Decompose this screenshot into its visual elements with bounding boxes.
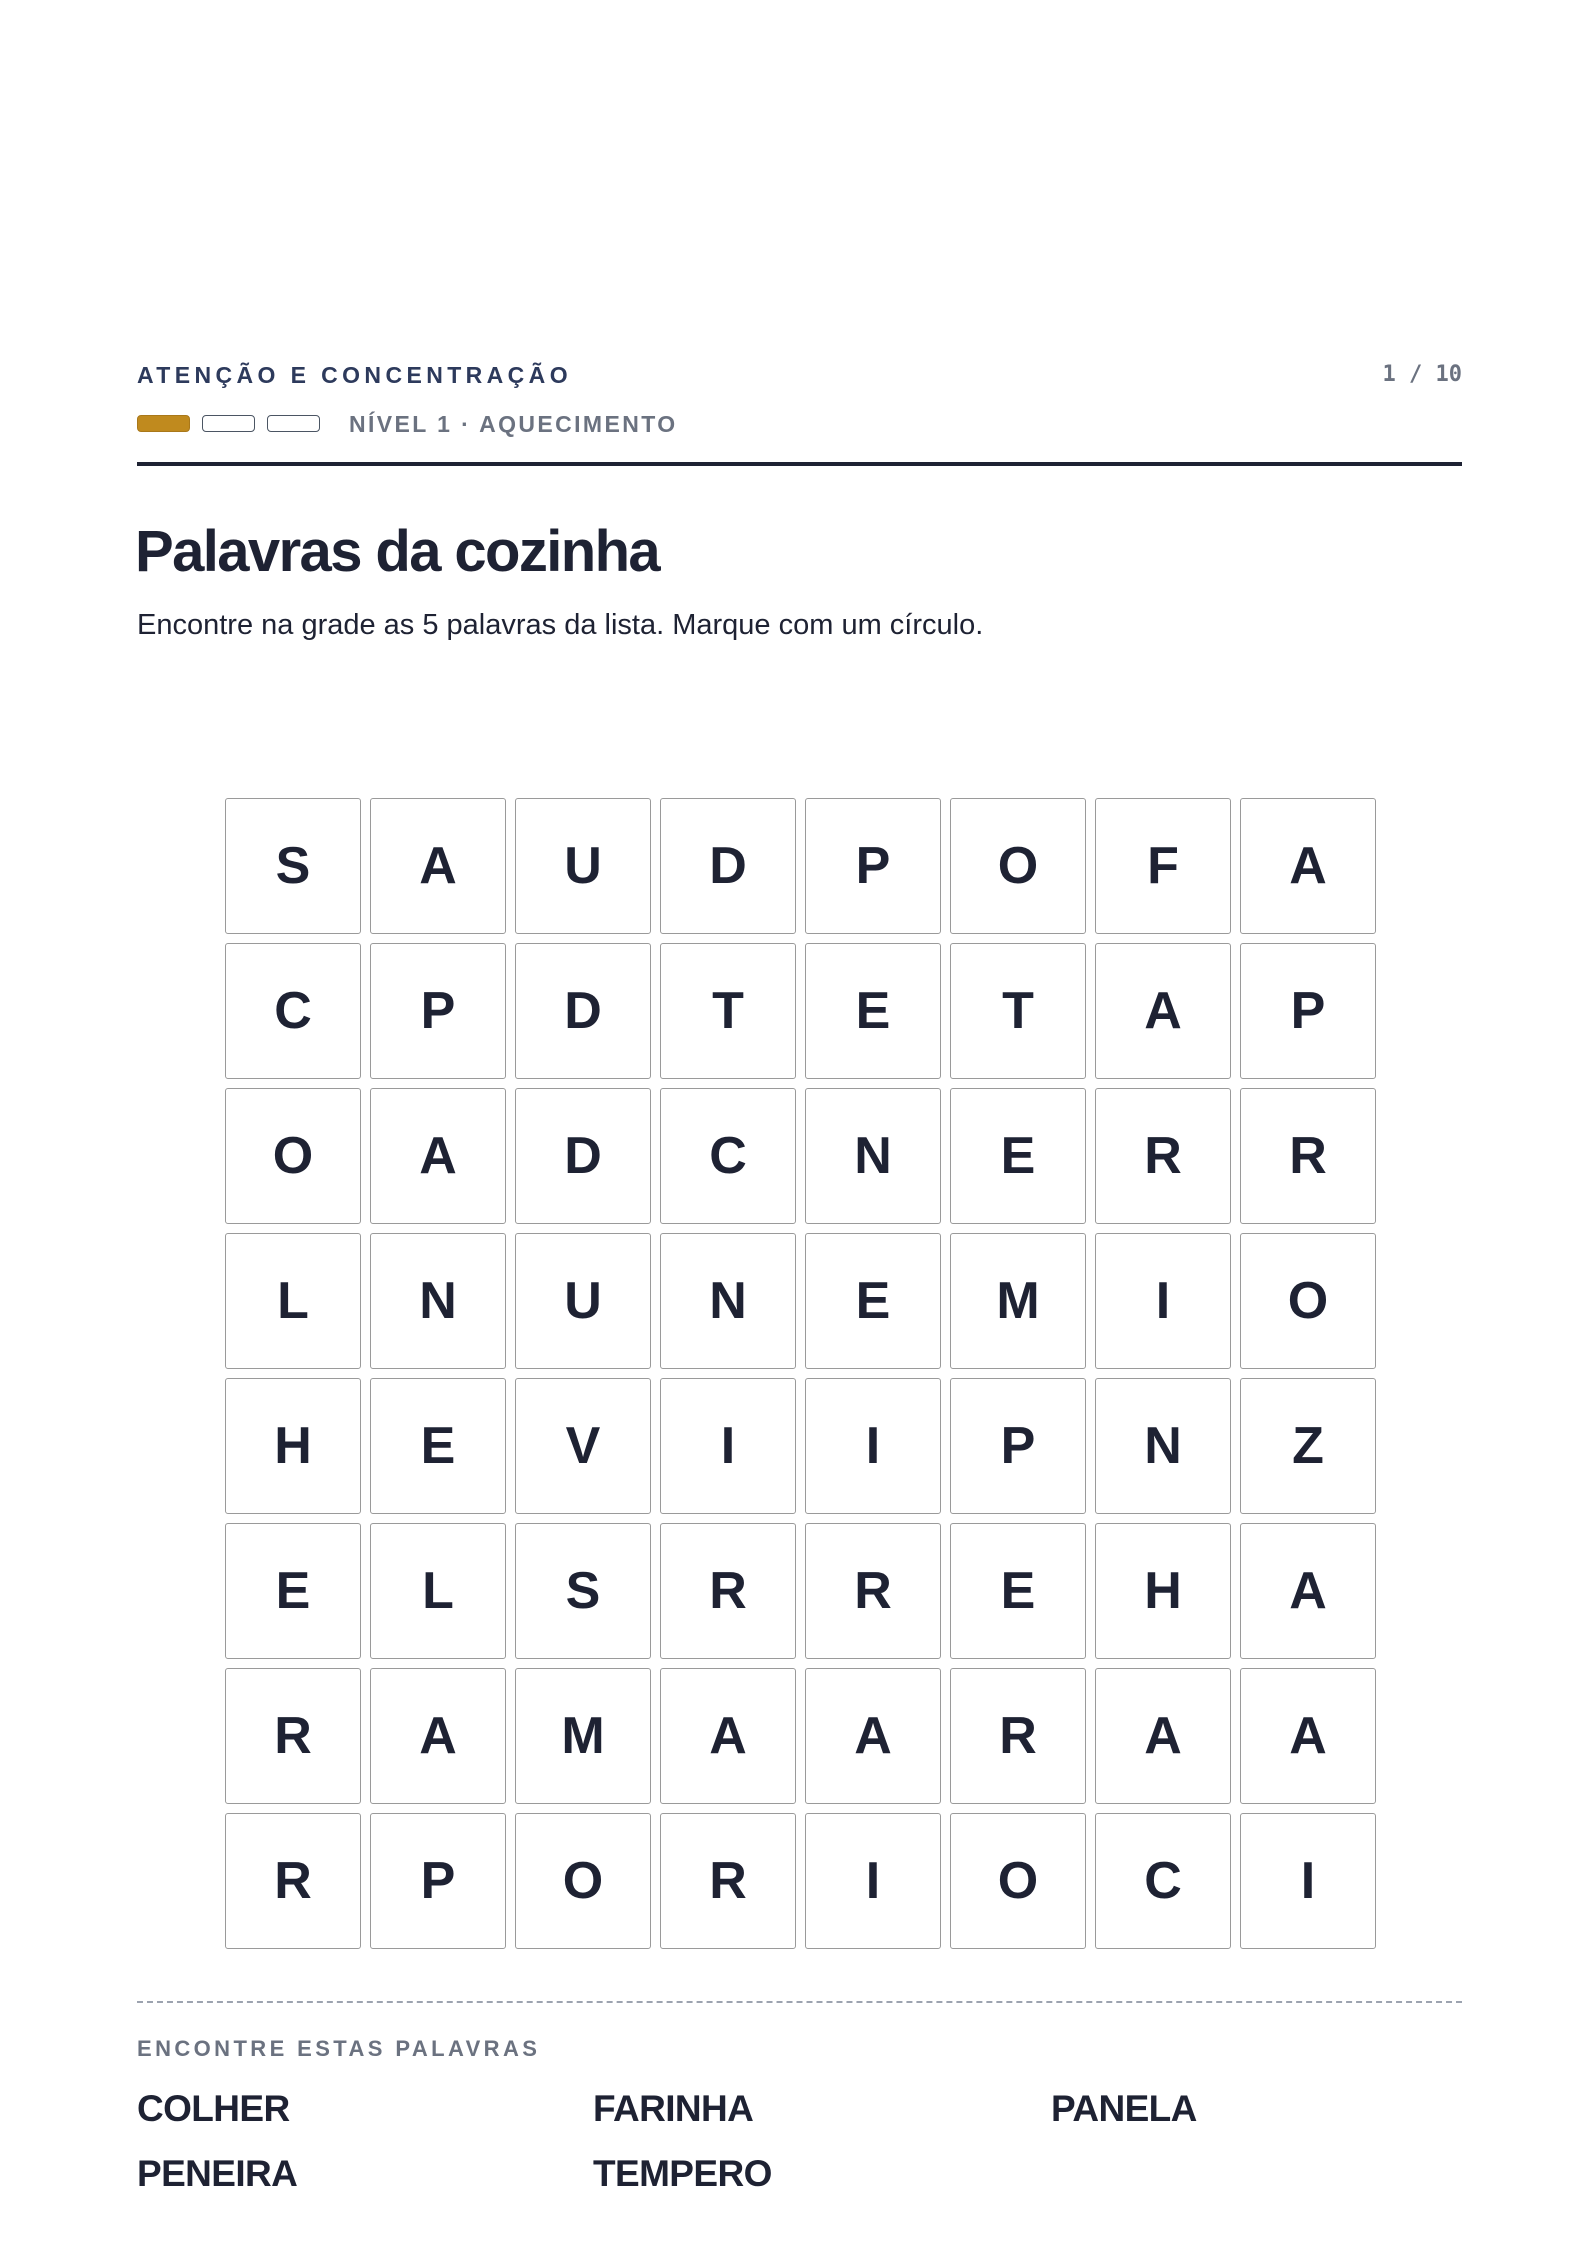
grid-cell: M [950,1233,1086,1369]
grid-cell: A [805,1668,941,1804]
grid-cell: N [660,1233,796,1369]
grid-cell: D [515,943,651,1079]
grid-cell: U [515,1233,651,1369]
grid-cell: S [515,1523,651,1659]
grid-cell: A [370,1088,506,1224]
grid-cell: N [370,1233,506,1369]
word-item: COLHER [137,2088,290,2129]
level-pill-filled [137,415,190,432]
category-heading: ATENÇÃO E CONCENTRAÇÃO [137,362,572,388]
grid-cell: A [370,1668,506,1804]
letter-grid [225,798,1376,1949]
grid-cell: A [370,798,506,934]
word-item: PANELA [1051,2088,1197,2129]
grid-cell: D [660,798,796,934]
grid-cell: A [1240,1668,1376,1804]
grid-cell: E [370,1378,506,1514]
grid-cell: L [370,1523,506,1659]
grid-cell: T [660,943,796,1079]
grid-cell: O [1240,1233,1376,1369]
grid-cell: R [950,1668,1086,1804]
word-item: FARINHA [593,2088,754,2129]
grid-cell: D [515,1088,651,1224]
header-divider [137,462,1462,466]
section-divider [137,2001,1462,2003]
instructions: Encontre na grade as 5 palavras da lista. Marque com um círculo. [137,609,984,641]
word-list-label: ENCONTRE ESTAS PALAVRAS [137,2036,541,2061]
grid-cell: Z [1240,1378,1376,1514]
grid-cell: I [1240,1813,1376,1949]
grid-cell: A [1240,1523,1376,1659]
grid-cell: P [950,1378,1086,1514]
grid-cell: R [225,1668,361,1804]
grid-cell: A [1095,943,1231,1079]
grid-cell: E [950,1088,1086,1224]
grid-cell: F [1095,798,1231,934]
grid-cell: O [225,1088,361,1224]
level-pill-empty [202,415,255,432]
grid-cell: I [805,1813,941,1949]
grid-cell: N [1095,1378,1231,1514]
level-pill-empty [267,415,320,432]
grid-cell: O [950,1813,1086,1949]
grid-cell: T [950,943,1086,1079]
grid-cell: M [515,1668,651,1804]
grid-cell: I [1095,1233,1231,1369]
grid-cell: P [1240,943,1376,1079]
grid-cell: E [225,1523,361,1659]
grid-cell: E [805,1233,941,1369]
grid-cell: H [225,1378,361,1514]
grid-cell: O [950,798,1086,934]
grid-cell: P [370,943,506,1079]
page-title: Palavras da cozinha [135,519,660,584]
grid-cell: H [1095,1523,1231,1659]
grid-cell: I [660,1378,796,1514]
grid-cell: C [1095,1813,1231,1949]
grid-cell: I [805,1378,941,1514]
grid-cell: S [225,798,361,934]
grid-cell: E [950,1523,1086,1659]
grid-cell: O [515,1813,651,1949]
grid-cell: A [1240,798,1376,934]
word-item: PENEIRA [137,2153,298,2194]
grid-cell: R [1240,1088,1376,1224]
grid-cell: L [225,1233,361,1369]
grid-cell: R [660,1523,796,1659]
grid-cell: P [805,798,941,934]
grid-cell: C [660,1088,796,1224]
grid-cell: A [1095,1668,1231,1804]
level-label: NÍVEL 1 · AQUECIMENTO [349,411,678,437]
grid-cell: C [225,943,361,1079]
grid-cell: A [660,1668,796,1804]
word-item: TEMPERO [593,2153,772,2194]
grid-cell: R [660,1813,796,1949]
grid-cell: R [225,1813,361,1949]
page-counter: 1 / 10 [1382,362,1462,387]
grid-cell: E [805,943,941,1079]
grid-cell: U [515,798,651,934]
grid-cell: V [515,1378,651,1514]
level-indicator [137,415,320,432]
grid-cell: R [1095,1088,1231,1224]
word-list [137,2088,1462,2218]
grid-cell: R [805,1523,941,1659]
grid-cell: P [370,1813,506,1949]
grid-cell: N [805,1088,941,1224]
